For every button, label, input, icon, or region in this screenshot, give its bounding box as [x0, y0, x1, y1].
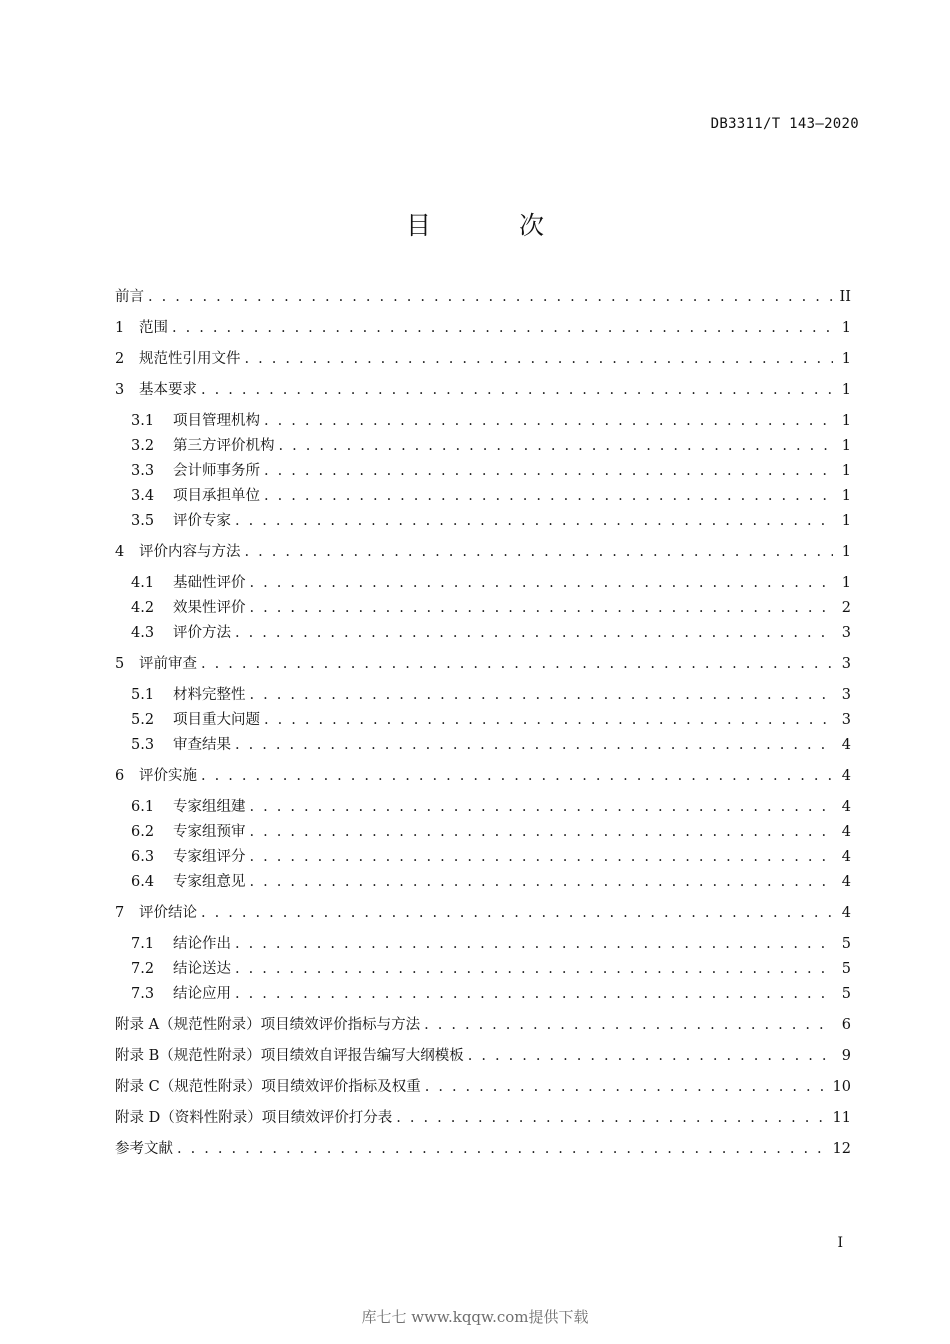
toc-entry-label: 评价结论: [139, 905, 197, 921]
toc-dot-leader: [396, 1107, 828, 1129]
toc-entry-number: 3: [115, 382, 125, 398]
toc-dot-leader: [172, 317, 833, 339]
toc-dot-leader: [250, 684, 834, 706]
toc-entry-page: 1: [841, 438, 851, 454]
toc-entry-page: 1: [841, 351, 851, 367]
toc-entry-label: 规范性引用文件: [139, 351, 241, 367]
toc-entry-label: 结论作出: [173, 936, 231, 952]
toc-entry-number: 5.1: [131, 687, 155, 703]
toc-entry[interactable]: [131, 796, 851, 818]
toc-entry[interactable]: [115, 902, 851, 924]
toc-entry[interactable]: [131, 933, 851, 955]
toc-entry-number: 3.2: [131, 438, 155, 454]
toc-entry[interactable]: [115, 317, 851, 339]
toc-entry-number: 6.4: [131, 874, 155, 890]
toc-entry[interactable]: [131, 597, 851, 619]
toc-entry-label: 第三方评价机构: [173, 438, 275, 454]
toc-entry-number: 3.4: [131, 488, 155, 504]
toc-entry-page: 9: [841, 1048, 851, 1064]
toc-entry[interactable]: [131, 485, 851, 507]
toc-entry[interactable]: [115, 1138, 851, 1160]
toc-entry[interactable]: [115, 1014, 851, 1036]
toc-entry[interactable]: [115, 1045, 851, 1067]
toc-entry-page: 6: [841, 1017, 851, 1033]
toc-entry[interactable]: [131, 821, 851, 843]
toc-entry-page: 3: [841, 625, 851, 641]
toc-entry-number: 5.3: [131, 737, 155, 753]
toc-entry-page: 12: [832, 1141, 851, 1157]
toc-entry-page: 1: [841, 488, 851, 504]
toc-entry-label: 项目管理机构: [173, 413, 260, 429]
toc-entry-label: 结论应用: [173, 986, 231, 1002]
toc-entry[interactable]: [131, 684, 851, 706]
toc-entry-label: 评前审查: [139, 656, 197, 672]
toc-entry-number: 6.2: [131, 824, 155, 840]
toc-entry-number: 1: [115, 320, 125, 336]
toc-entry[interactable]: [131, 435, 851, 457]
toc-entry[interactable]: [115, 653, 851, 675]
toc-entry-page: 1: [841, 544, 851, 560]
toc-entry-number: 6: [115, 768, 125, 784]
toc-dot-leader: [264, 460, 833, 482]
toc-entry[interactable]: [115, 1107, 851, 1129]
toc-entry[interactable]: [131, 460, 851, 482]
toc-entry-number: 3.5: [131, 513, 155, 529]
toc-entry[interactable]: [115, 1076, 851, 1098]
toc-dot-leader: [201, 765, 833, 787]
toc-dot-leader: [235, 983, 833, 1005]
toc-dot-leader: [235, 510, 833, 532]
toc-dot-leader: [245, 348, 834, 370]
toc-entry-number: 7.3: [131, 986, 155, 1002]
toc-dot-leader: [250, 846, 834, 868]
toc-entry[interactable]: [131, 572, 851, 594]
toc-dot-leader: [201, 379, 833, 401]
toc-entry[interactable]: [131, 958, 851, 980]
toc-entry-label: 范围: [139, 320, 168, 336]
toc-entry-number: 7: [115, 905, 125, 921]
toc-entry-page: 2: [841, 600, 851, 616]
page-number: I: [837, 1235, 843, 1251]
toc-entry[interactable]: [131, 709, 851, 731]
toc-entry-label: 材料完整性: [173, 687, 246, 703]
toc-entry-label: 前言: [115, 289, 144, 305]
toc-entry-page: 3: [841, 712, 851, 728]
toc-entry[interactable]: [131, 622, 851, 644]
toc-dot-leader: [235, 622, 833, 644]
toc-entry-label: 附录 C（规范性附录）项目绩效评价指标及权重: [115, 1079, 421, 1095]
toc-dot-leader: [235, 958, 833, 980]
toc-entry-label: 评价内容与方法: [139, 544, 241, 560]
toc-dot-leader: [468, 1045, 833, 1067]
toc-entry-number: 4.2: [131, 600, 155, 616]
toc-entry-page: 5: [841, 986, 851, 1002]
toc-entry[interactable]: [115, 379, 851, 401]
toc-dot-leader: [279, 435, 834, 457]
toc-entry-page: 4: [841, 874, 851, 890]
page-title: 目 次: [406, 211, 584, 240]
toc-entry[interactable]: [131, 871, 851, 893]
toc-entry[interactable]: [131, 410, 851, 432]
toc-dot-leader: [250, 821, 834, 843]
toc-entry-page: 3: [841, 687, 851, 703]
toc-entry-label: 评价实施: [139, 768, 197, 784]
toc-entry-number: 7.2: [131, 961, 155, 977]
toc-entry-label: 项目重大问题: [173, 712, 260, 728]
toc-entry-page: 4: [841, 849, 851, 865]
toc-entry-number: 3.3: [131, 463, 155, 479]
toc-dot-leader: [177, 1138, 829, 1160]
toc-entry-number: 5.2: [131, 712, 155, 728]
toc-dot-leader: [250, 871, 834, 893]
toc-entry[interactable]: [115, 348, 851, 370]
toc-entry-page: 4: [841, 824, 851, 840]
toc-entry-number: 4: [115, 544, 125, 560]
toc-entry-number: 6.1: [131, 799, 155, 815]
document-code: DB3311/T 143—2020: [710, 116, 859, 132]
toc-dot-leader: [250, 572, 834, 594]
toc-entry-label: 参考文献: [115, 1141, 173, 1157]
toc-entry-page: 11: [832, 1110, 851, 1126]
toc-entry-number: 2: [115, 351, 125, 367]
toc-entry-page: 5: [841, 936, 851, 952]
toc-entry[interactable]: [115, 541, 851, 563]
toc-entry[interactable]: [115, 286, 851, 308]
toc-dot-leader: [264, 485, 833, 507]
toc-dot-leader: [235, 933, 833, 955]
toc-entry[interactable]: [131, 983, 851, 1005]
toc-entry-label: 效果性评价: [173, 600, 246, 616]
toc-entry-label: 基础性评价: [173, 575, 246, 591]
toc-entry-label: 评价方法: [173, 625, 231, 641]
toc-entry[interactable]: [131, 510, 851, 532]
toc-entry-label: 附录 A（规范性附录）项目绩效评价指标与方法: [115, 1017, 421, 1033]
toc-dot-leader: [425, 1076, 829, 1098]
toc-entry-page: 1: [841, 320, 851, 336]
toc-entry-number: 6.3: [131, 849, 155, 865]
toc-entry-page: 1: [841, 382, 851, 398]
toc-entry-label: 会计师事务所: [173, 463, 260, 479]
toc-entry-label: 专家组预审: [173, 824, 246, 840]
toc-entry[interactable]: [131, 734, 851, 756]
toc-entry-page: 4: [841, 737, 851, 753]
toc-entry-label: 审查结果: [173, 737, 231, 753]
toc-dot-leader: [424, 1014, 833, 1036]
toc-entry-number: 7.1: [131, 936, 155, 952]
toc-entry-label: 结论送达: [173, 961, 231, 977]
toc-entry[interactable]: [115, 765, 851, 787]
toc-entry-page: 3: [841, 656, 851, 672]
toc-entry-label: 专家组意见: [173, 874, 246, 890]
toc-dot-leader: [245, 541, 834, 563]
toc-entry-page: 4: [841, 799, 851, 815]
toc-entry-number: 4.1: [131, 575, 155, 591]
toc-entry-number: 5: [115, 656, 125, 672]
toc-entry-label: 专家组评分: [173, 849, 246, 865]
toc-entry-page: 4: [841, 768, 851, 784]
toc-entry-page: II: [839, 289, 851, 305]
toc-entry-page: 10: [832, 1079, 851, 1095]
toc-entry-page: 1: [841, 513, 851, 529]
toc-entry[interactable]: [131, 846, 851, 868]
toc-entry-page: 5: [841, 961, 851, 977]
toc-dot-leader: [250, 597, 834, 619]
toc-entry-number: 4.3: [131, 625, 155, 641]
toc-entry-number: 3.1: [131, 413, 155, 429]
toc-entry-label: 评价专家: [173, 513, 231, 529]
watermark-text: 库七七 www.kqqw.com提供下载: [361, 1308, 589, 1326]
toc-entry-page: 4: [841, 905, 851, 921]
toc-dot-leader: [264, 410, 833, 432]
toc-dot-leader: [250, 796, 834, 818]
toc-entry-page: 1: [841, 463, 851, 479]
toc-dot-leader: [201, 902, 833, 924]
toc-entry-label: 专家组组建: [173, 799, 246, 815]
toc-entry-page: 1: [841, 575, 851, 591]
toc-entry-label: 基本要求: [139, 382, 197, 398]
toc-entry-label: 附录 D（资料性附录）项目绩效评价打分表: [115, 1110, 393, 1126]
toc-entry-label: 附录 B（规范性附录）项目绩效自评报告编写大纲模板: [115, 1048, 464, 1064]
toc-dot-leader: [148, 286, 833, 308]
toc-dot-leader: [201, 653, 833, 675]
toc-dot-leader: [264, 709, 833, 731]
toc-entry-page: 1: [841, 413, 851, 429]
toc-dot-leader: [235, 734, 833, 756]
toc-entry-label: 项目承担单位: [173, 488, 260, 504]
